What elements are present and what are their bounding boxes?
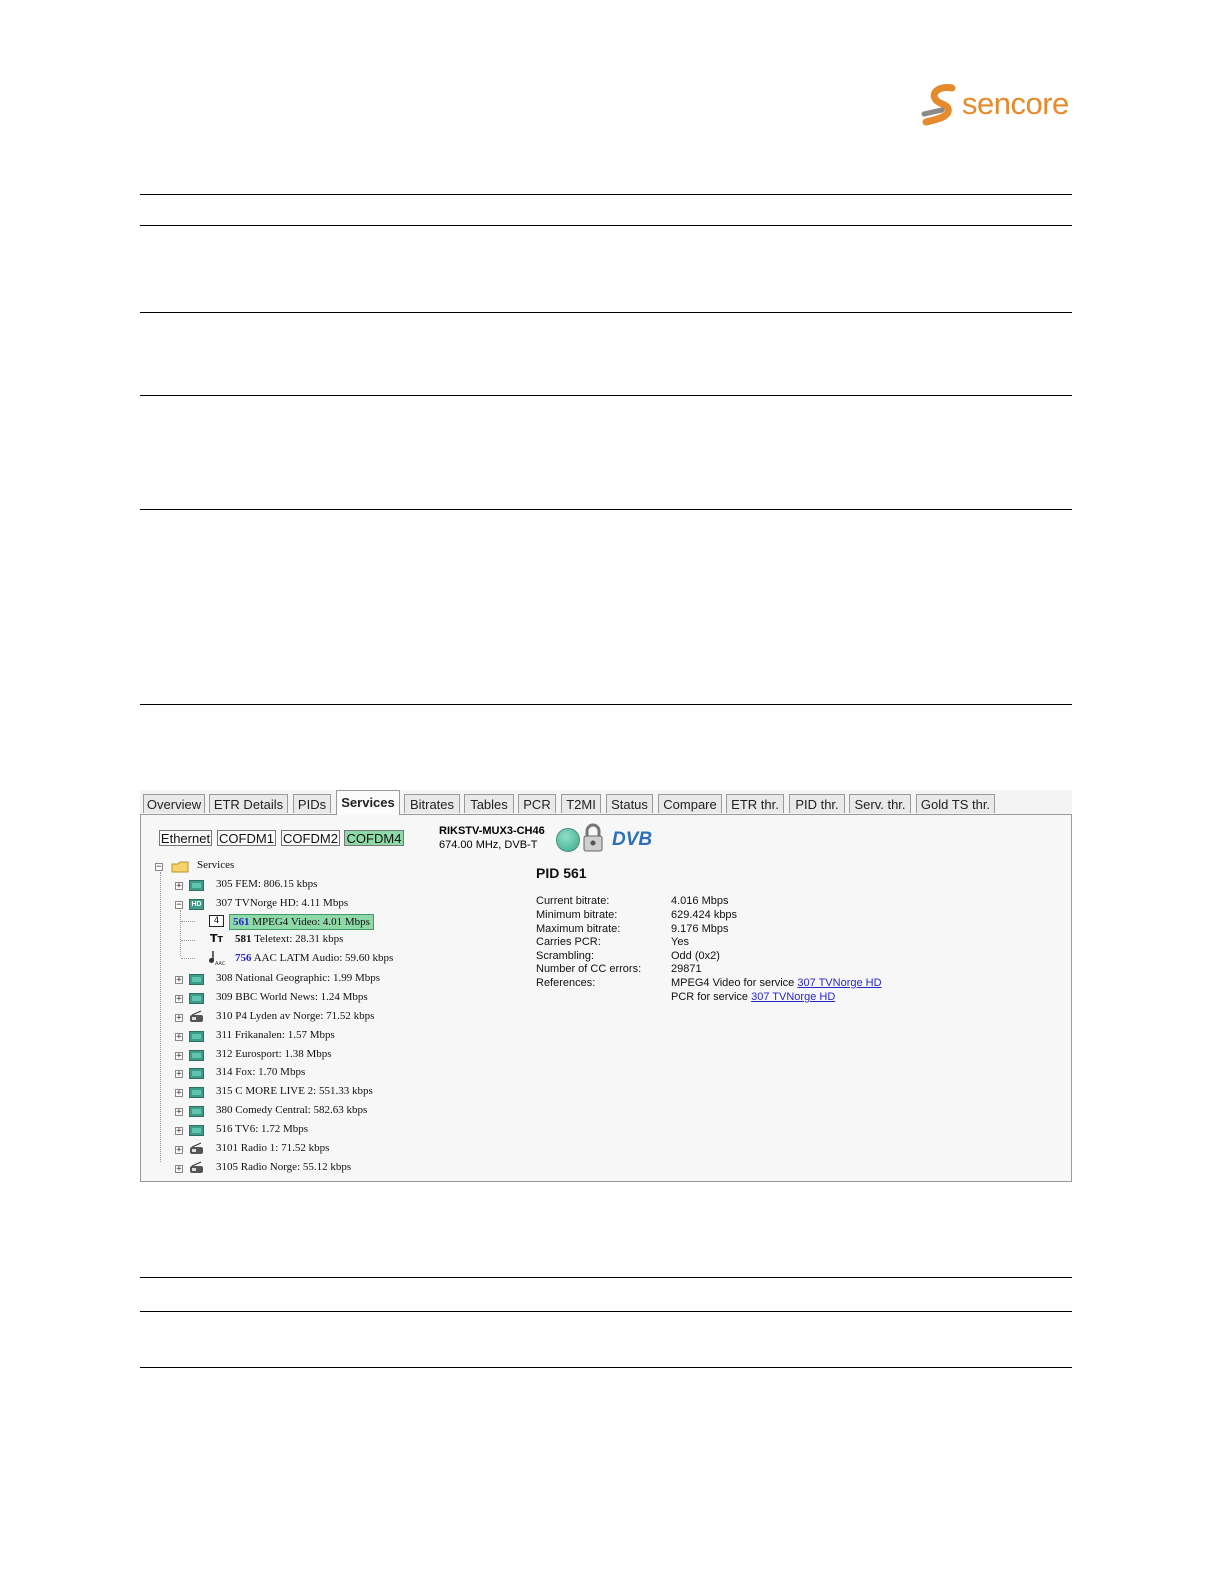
tree-guide: [181, 958, 195, 959]
aac-audio-icon: [207, 950, 227, 966]
service-link[interactable]: 307 TVNorge HD: [751, 991, 836, 1003]
stream-name: RIKSTV-MUX3-CH46: [439, 825, 545, 837]
expand-toggle[interactable]: +: [176, 1051, 182, 1061]
service-item-310[interactable]: 310 P4 Lyden av Norge: 71.52 kbps: [216, 1010, 375, 1022]
tv-icon: [189, 1068, 204, 1079]
info-value: 629.424 kbps: [671, 909, 738, 921]
pid-item-756[interactable]: [235, 952, 393, 964]
tab-compare[interactable]: Compare: [658, 794, 722, 813]
expand-toggle[interactable]: +: [176, 1107, 182, 1117]
info-value: Odd (0x2): [671, 950, 720, 962]
tab-bar: [140, 790, 1072, 814]
tv-icon: [189, 974, 204, 985]
divider: [140, 509, 1072, 510]
tab-services[interactable]: Services: [336, 790, 400, 815]
divider: [140, 395, 1072, 396]
collapse-toggle[interactable]: −: [156, 862, 162, 872]
radio-icon: [189, 1161, 204, 1174]
folder-icon: [171, 861, 189, 873]
reference-text: PCR for service: [671, 991, 749, 1003]
stream-frequency: 674.00 MHz, DVB-T: [439, 839, 538, 851]
expand-toggle[interactable]: +: [176, 994, 182, 1004]
reference-row: [671, 977, 882, 989]
service-item-309[interactable]: 309 BBC World News: 1.24 Mbps: [216, 991, 368, 1003]
tab-etr-thr[interactable]: ETR thr.: [726, 794, 784, 813]
info-value: 29871: [671, 963, 702, 975]
info-value: Yes: [671, 936, 689, 948]
svg-text:AAC: AAC: [215, 961, 226, 967]
service-link[interactable]: 307 TVNorge HD: [797, 977, 882, 989]
reference-row: [671, 991, 835, 1003]
divider: [140, 1367, 1072, 1368]
service-item-3105[interactable]: 3105 Radio Norge: 55.12 kbps: [216, 1161, 352, 1173]
tab-gold-ts-thr[interactable]: Gold TS thr.: [916, 794, 995, 813]
info-key: Scrambling:: [536, 950, 595, 962]
teletext-icon: TT: [210, 932, 223, 945]
tab-etr-details[interactable]: ETR Details: [209, 794, 288, 813]
tab-pcr[interactable]: PCR: [518, 794, 556, 813]
pid-title: PID 561: [536, 865, 587, 881]
tv-icon: [189, 993, 204, 1004]
info-key: Minimum bitrate:: [536, 909, 618, 921]
tv-icon: [189, 1087, 204, 1098]
pid-item-561[interactable]: [229, 914, 374, 930]
expand-toggle[interactable]: +: [176, 1164, 182, 1174]
tv-icon: [189, 880, 204, 891]
service-item-380[interactable]: 380 Comedy Central: 582.63 kbps: [216, 1104, 368, 1116]
divider: [140, 312, 1072, 313]
tab-bitrates[interactable]: Bitrates: [404, 794, 460, 813]
tv-icon: [189, 1125, 204, 1136]
radio-icon: [189, 1142, 204, 1155]
source-cofdm4[interactable]: COFDM4: [344, 830, 404, 846]
dvb-logo-icon: [612, 828, 653, 850]
hd-icon: HD: [189, 899, 204, 910]
tab-status[interactable]: Status: [606, 794, 653, 813]
info-key: References:: [536, 977, 596, 989]
tab-t2mi[interactable]: T2MI: [561, 794, 601, 813]
expand-toggle[interactable]: +: [176, 1145, 182, 1155]
status-indicator-icon: [556, 828, 580, 852]
analyzer-window: [140, 790, 1072, 1182]
source-cofdm1[interactable]: COFDM1: [217, 830, 276, 846]
sencore-swoosh-icon: [922, 84, 964, 126]
tree-root-label[interactable]: Services: [197, 859, 235, 871]
info-key: Number of CC errors:: [536, 963, 642, 975]
divider: [140, 1311, 1072, 1312]
expand-toggle[interactable]: +: [176, 1032, 182, 1042]
tv-icon: [189, 1031, 204, 1042]
sencore-logo: [922, 84, 1074, 128]
services-panel: [140, 814, 1072, 1182]
service-item-315[interactable]: 315 C MORE LIVE 2: 551.33 kbps: [216, 1085, 373, 1097]
expand-toggle[interactable]: +: [176, 1088, 182, 1098]
pid-item-581[interactable]: [235, 933, 343, 945]
tree-guide: [180, 910, 181, 956]
service-item-3101[interactable]: 3101 Radio 1: 71.52 kbps: [216, 1142, 330, 1154]
tab-serv-thr[interactable]: Serv. thr.: [849, 794, 911, 813]
expand-toggle[interactable]: +: [176, 881, 182, 891]
pid-label: AAC LATM Audio: 59.60 kbps: [253, 952, 394, 964]
info-value: 9.176 Mbps: [671, 923, 729, 935]
service-item-312[interactable]: 312 Eurosport: 1.38 Mbps: [216, 1048, 332, 1060]
info-key: Current bitrate:: [536, 895, 610, 907]
source-ethernet[interactable]: Ethernet: [160, 831, 211, 846]
service-item-308[interactable]: 308 National Geographic: 1.99 Mbps: [216, 972, 381, 984]
pid-label: Teletext: 28.31 kbps: [254, 933, 344, 945]
info-key: Carries PCR:: [536, 936, 601, 948]
service-item-307[interactable]: 307 TVNorge HD: 4.11 Mbps: [216, 897, 349, 909]
radio-icon: [189, 1010, 204, 1023]
info-key: Maximum bitrate:: [536, 923, 621, 935]
tv-icon: [189, 1050, 204, 1061]
scrambled-lock-icon: [581, 823, 605, 853]
expand-toggle[interactable]: +: [176, 975, 182, 985]
pid-label: MPEG4 Video: 4.01 Mbps: [252, 916, 370, 928]
mpeg4-video-icon: 4: [209, 915, 224, 927]
svg-text:DVB: DVB: [612, 829, 653, 850]
tree-guide: [160, 872, 161, 1162]
tab-overview[interactable]: Overview: [143, 794, 205, 813]
service-item-314[interactable]: 314 Fox: 1.70 Mbps: [216, 1066, 306, 1078]
tree-guide: [181, 940, 195, 941]
pid-number: 561: [233, 916, 250, 928]
expand-toggle[interactable]: +: [176, 1069, 182, 1079]
tab-pid-thr[interactable]: PID thr.: [789, 794, 845, 813]
info-value: 4.016 Mbps: [671, 895, 729, 907]
expand-toggle[interactable]: +: [176, 1126, 182, 1136]
collapse-toggle[interactable]: −: [176, 900, 182, 910]
tab-tables[interactable]: Tables: [464, 794, 514, 813]
service-item-516[interactable]: 516 TV6: 1.72 Mbps: [216, 1123, 309, 1135]
expand-toggle[interactable]: +: [176, 1013, 182, 1023]
tv-icon: [189, 1106, 204, 1117]
service-item-305[interactable]: 305 FEM: 806.15 kbps: [216, 878, 318, 890]
divider: [140, 194, 1072, 195]
sencore-wordmark: sencore: [962, 86, 1069, 121]
divider: [140, 704, 1072, 705]
pid-number: 581: [235, 933, 252, 945]
divider: [140, 1277, 1072, 1278]
reference-text: MPEG4 Video for service: [671, 977, 795, 989]
divider: [140, 225, 1072, 226]
pid-number: 756: [235, 952, 252, 964]
tree-guide: [181, 921, 195, 922]
tab-pids[interactable]: PIDs: [293, 794, 331, 813]
service-item-311[interactable]: 311 Frikanalen: 1.57 Mbps: [216, 1029, 335, 1041]
source-cofdm2[interactable]: COFDM2: [281, 830, 340, 846]
